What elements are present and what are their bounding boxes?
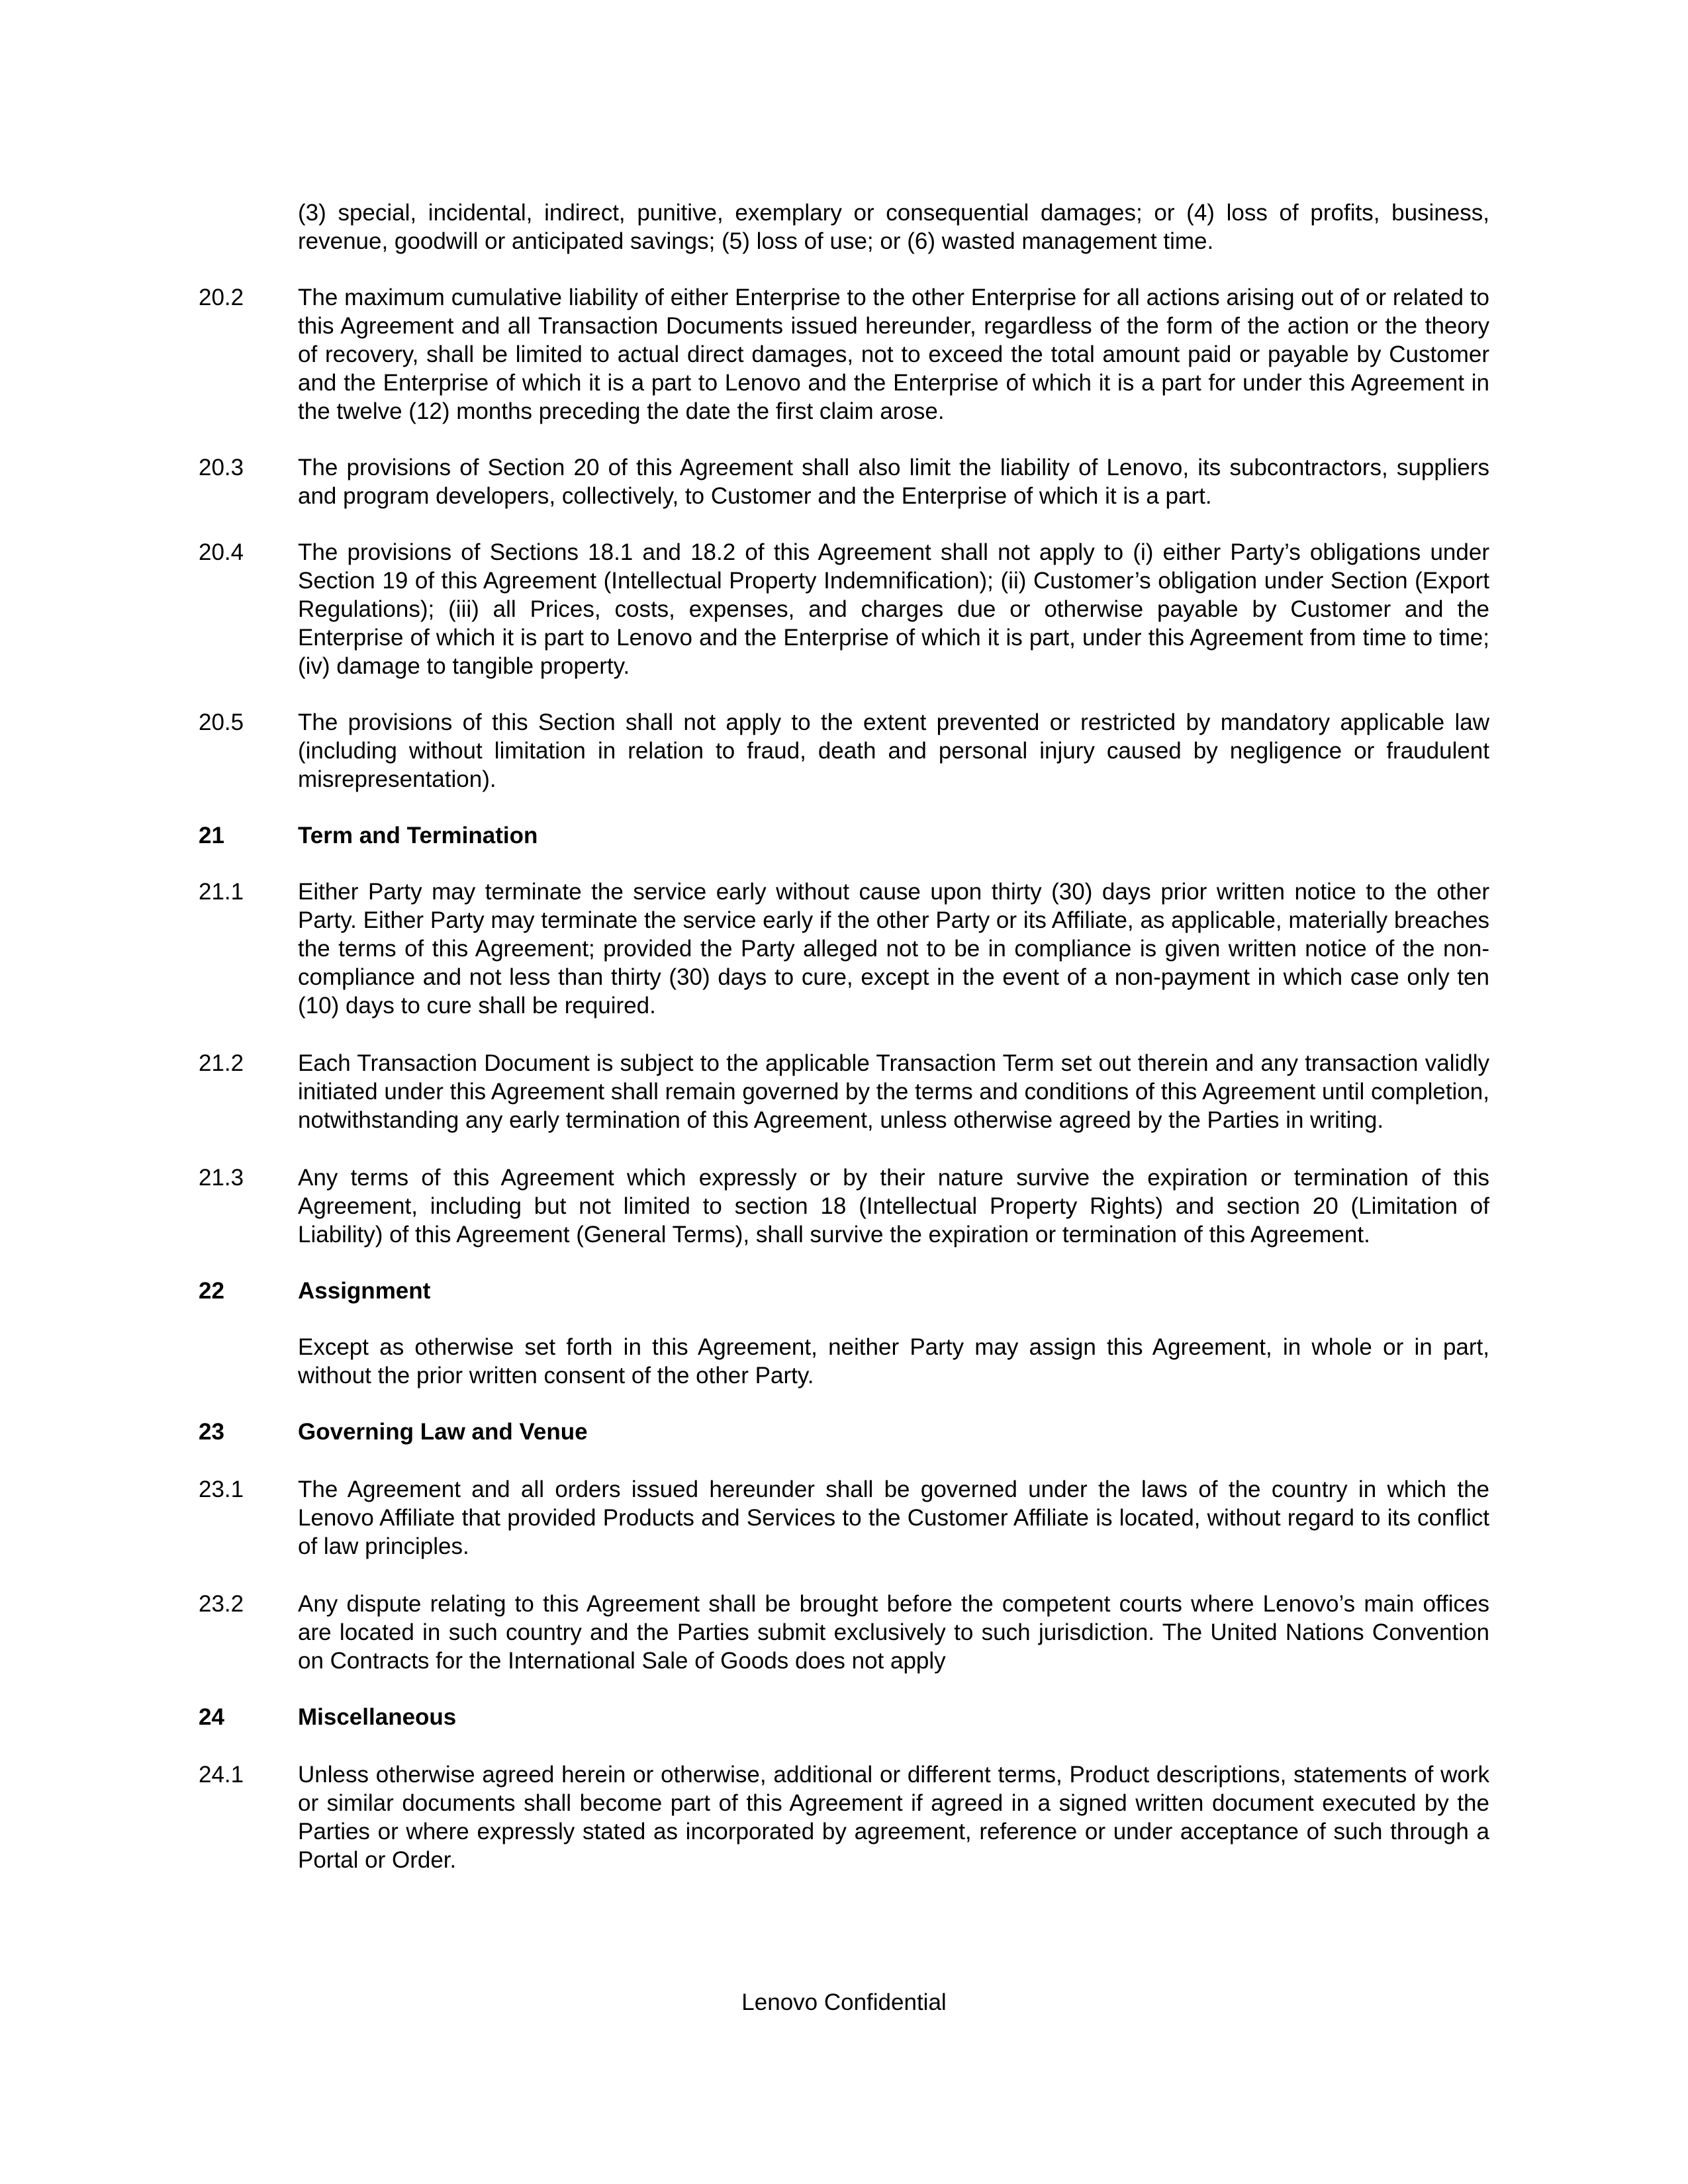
- clause-number: 24.1: [199, 1762, 244, 1788]
- section-heading-22: [199, 1277, 1489, 1305]
- clause-20-3: [199, 453, 1489, 510]
- section-title: Miscellaneous: [298, 1704, 457, 1730]
- section-number: 21: [199, 823, 224, 848]
- section-number: 23: [199, 1419, 224, 1445]
- clause-text: Each Transaction Document is subject to the applicable Transaction Term set out therein and any transaction validly initiated under this Agreement shall remain governed by the terms and conditions of this Agreement until completion, notwithstanding any early termination of this Agreement, unless otherwise agreed by the Parties in writing.: [298, 1050, 1489, 1133]
- page-footer: Lenovo Confidential: [741, 1989, 947, 2015]
- clause-21-2: [199, 1049, 1489, 1134]
- section-heading-23: [199, 1418, 1489, 1446]
- section-title: Governing Law and Venue: [298, 1419, 588, 1445]
- clause-text: Unless otherwise agreed herein or otherwise, additional or different terms, Product descriptions, statements of work or similar documents shall become part of this Agreement if agreed in a signed written document executed by the Parties or where expressly stated as incorporated by agreement, reference or under acceptance of such through a Portal or Order.: [298, 1762, 1489, 1873]
- section-title: Term and Termination: [298, 823, 538, 848]
- clause-text: The provisions of this Section shall not apply to the extent prevented or restricted by mandatory applicable law (including without limitation in relation to fraud, death and personal injury caused by negligence or fraudulent misrepresentation).: [298, 709, 1489, 792]
- clause-text: The Agreement and all orders issued hereunder shall be governed under the laws of the country in which the Lenovo Affiliate that provided Products and Services to the Customer Affiliate is located, without regard to its conflict of law principles.: [298, 1477, 1489, 1559]
- clause-number: 21.3: [199, 1165, 244, 1191]
- clause-text: Either Party may terminate the service early without cause upon thirty (30) days prior written notice to the other Party. Either Party may terminate the service early if the other Party or its Affiliate, as applicable, materially breaches the terms of this Agreement; provided the Party alleged not to be in compliance is given written notice of the non-compliance and not less than thirty (30) days to cure, except in the event of a non-payment in which case only ten (10) days to cure shall be required.: [298, 879, 1489, 1019]
- clause-20-4: [199, 538, 1489, 680]
- clause-number: 20.5: [199, 709, 244, 735]
- continuation-paragraph: (3) special, incidental, indirect, punitive, exemplary or consequential damages; or (4) loss of profits, business, revenue, goodwill or anticipated savings; (5) loss of use; or (6) wasted management time.: [298, 200, 1489, 254]
- clause-21-1: [199, 878, 1489, 1020]
- clause-number: 20.4: [199, 539, 244, 565]
- clause-number: 20.2: [199, 285, 244, 310]
- section-number: 22: [199, 1278, 224, 1304]
- clause-23-2: [199, 1590, 1489, 1675]
- clause-number: 21.1: [199, 879, 244, 905]
- clause-text: Any dispute relating to this Agreement shall be brought before the competent courts where Lenovo’s main offices are located in such country and the Parties submit exclusively to such jurisdiction. The United Nations Convention on Contracts for the International Sale of Goods does not apply: [298, 1591, 1489, 1674]
- section-heading-24: [199, 1703, 1489, 1731]
- document-body: [199, 199, 1489, 1874]
- clause-24-1: [199, 1760, 1489, 1874]
- clause-text: The provisions of Section 20 of this Agreement shall also limit the liability of Lenovo, its subcontractors, suppliers and program developers, collectively, to Customer and the Enterprise of which it is a part.: [298, 455, 1489, 509]
- clause-text: The provisions of Sections 18.1 and 18.2 of this Agreement shall not apply to (i) either Party’s obligations under Section 19 of this Agreement (Intellectual Property Indemnification); (ii) Customer’s obligation under Section (Export Regulations); (iii) all Prices, costs, expenses, and charges due or otherwise payable by Customer and the Enterprise of which it is part to Lenovo and the Enterprise of which it is part, under this Agreement from time to time; (iv) damage to tangible property.: [298, 539, 1489, 679]
- clause-20-2: [199, 283, 1489, 426]
- clause-text: The maximum cumulative liability of either Enterprise to the other Enterprise for all actions arising out of or related to this Agreement and all Transaction Documents issued hereunder, regardless of the form of the action or the theory of recovery, shall be limited to actual direct damages, not to exceed the total amount paid or payable by Customer and the Enterprise of which it is a part to Lenovo and the Enterprise of which it is a part for under this Agreement in the twelve (12) months preceding the date the first claim arose.: [298, 285, 1489, 424]
- clause-number: 21.2: [199, 1050, 244, 1076]
- clause-number: 20.3: [199, 455, 244, 480]
- clause-number: 23.1: [199, 1477, 244, 1502]
- section-number: 24: [199, 1704, 224, 1730]
- clause-text: Any terms of this Agreement which expressly or by their nature survive the expiration or termination of this Agreement, including but not limited to section 18 (Intellectual Property Rights) and section 20 (Limitation of Liability) of this Agreement (General Terms), shall survive the expiration or termination of this Agreement.: [298, 1165, 1489, 1248]
- section-title: Assignment: [298, 1278, 431, 1304]
- section-heading-21: [199, 821, 1489, 850]
- clause-23-1: [199, 1475, 1489, 1561]
- clause-21-3: [199, 1163, 1489, 1249]
- assignment-paragraph: Except as otherwise set forth in this Agreement, neither Party may assign this Agreement, in whole or in part, without the prior written consent of the other Party.: [298, 1334, 1489, 1388]
- clause-20-5: [199, 708, 1489, 794]
- clause-number: 23.2: [199, 1591, 244, 1617]
